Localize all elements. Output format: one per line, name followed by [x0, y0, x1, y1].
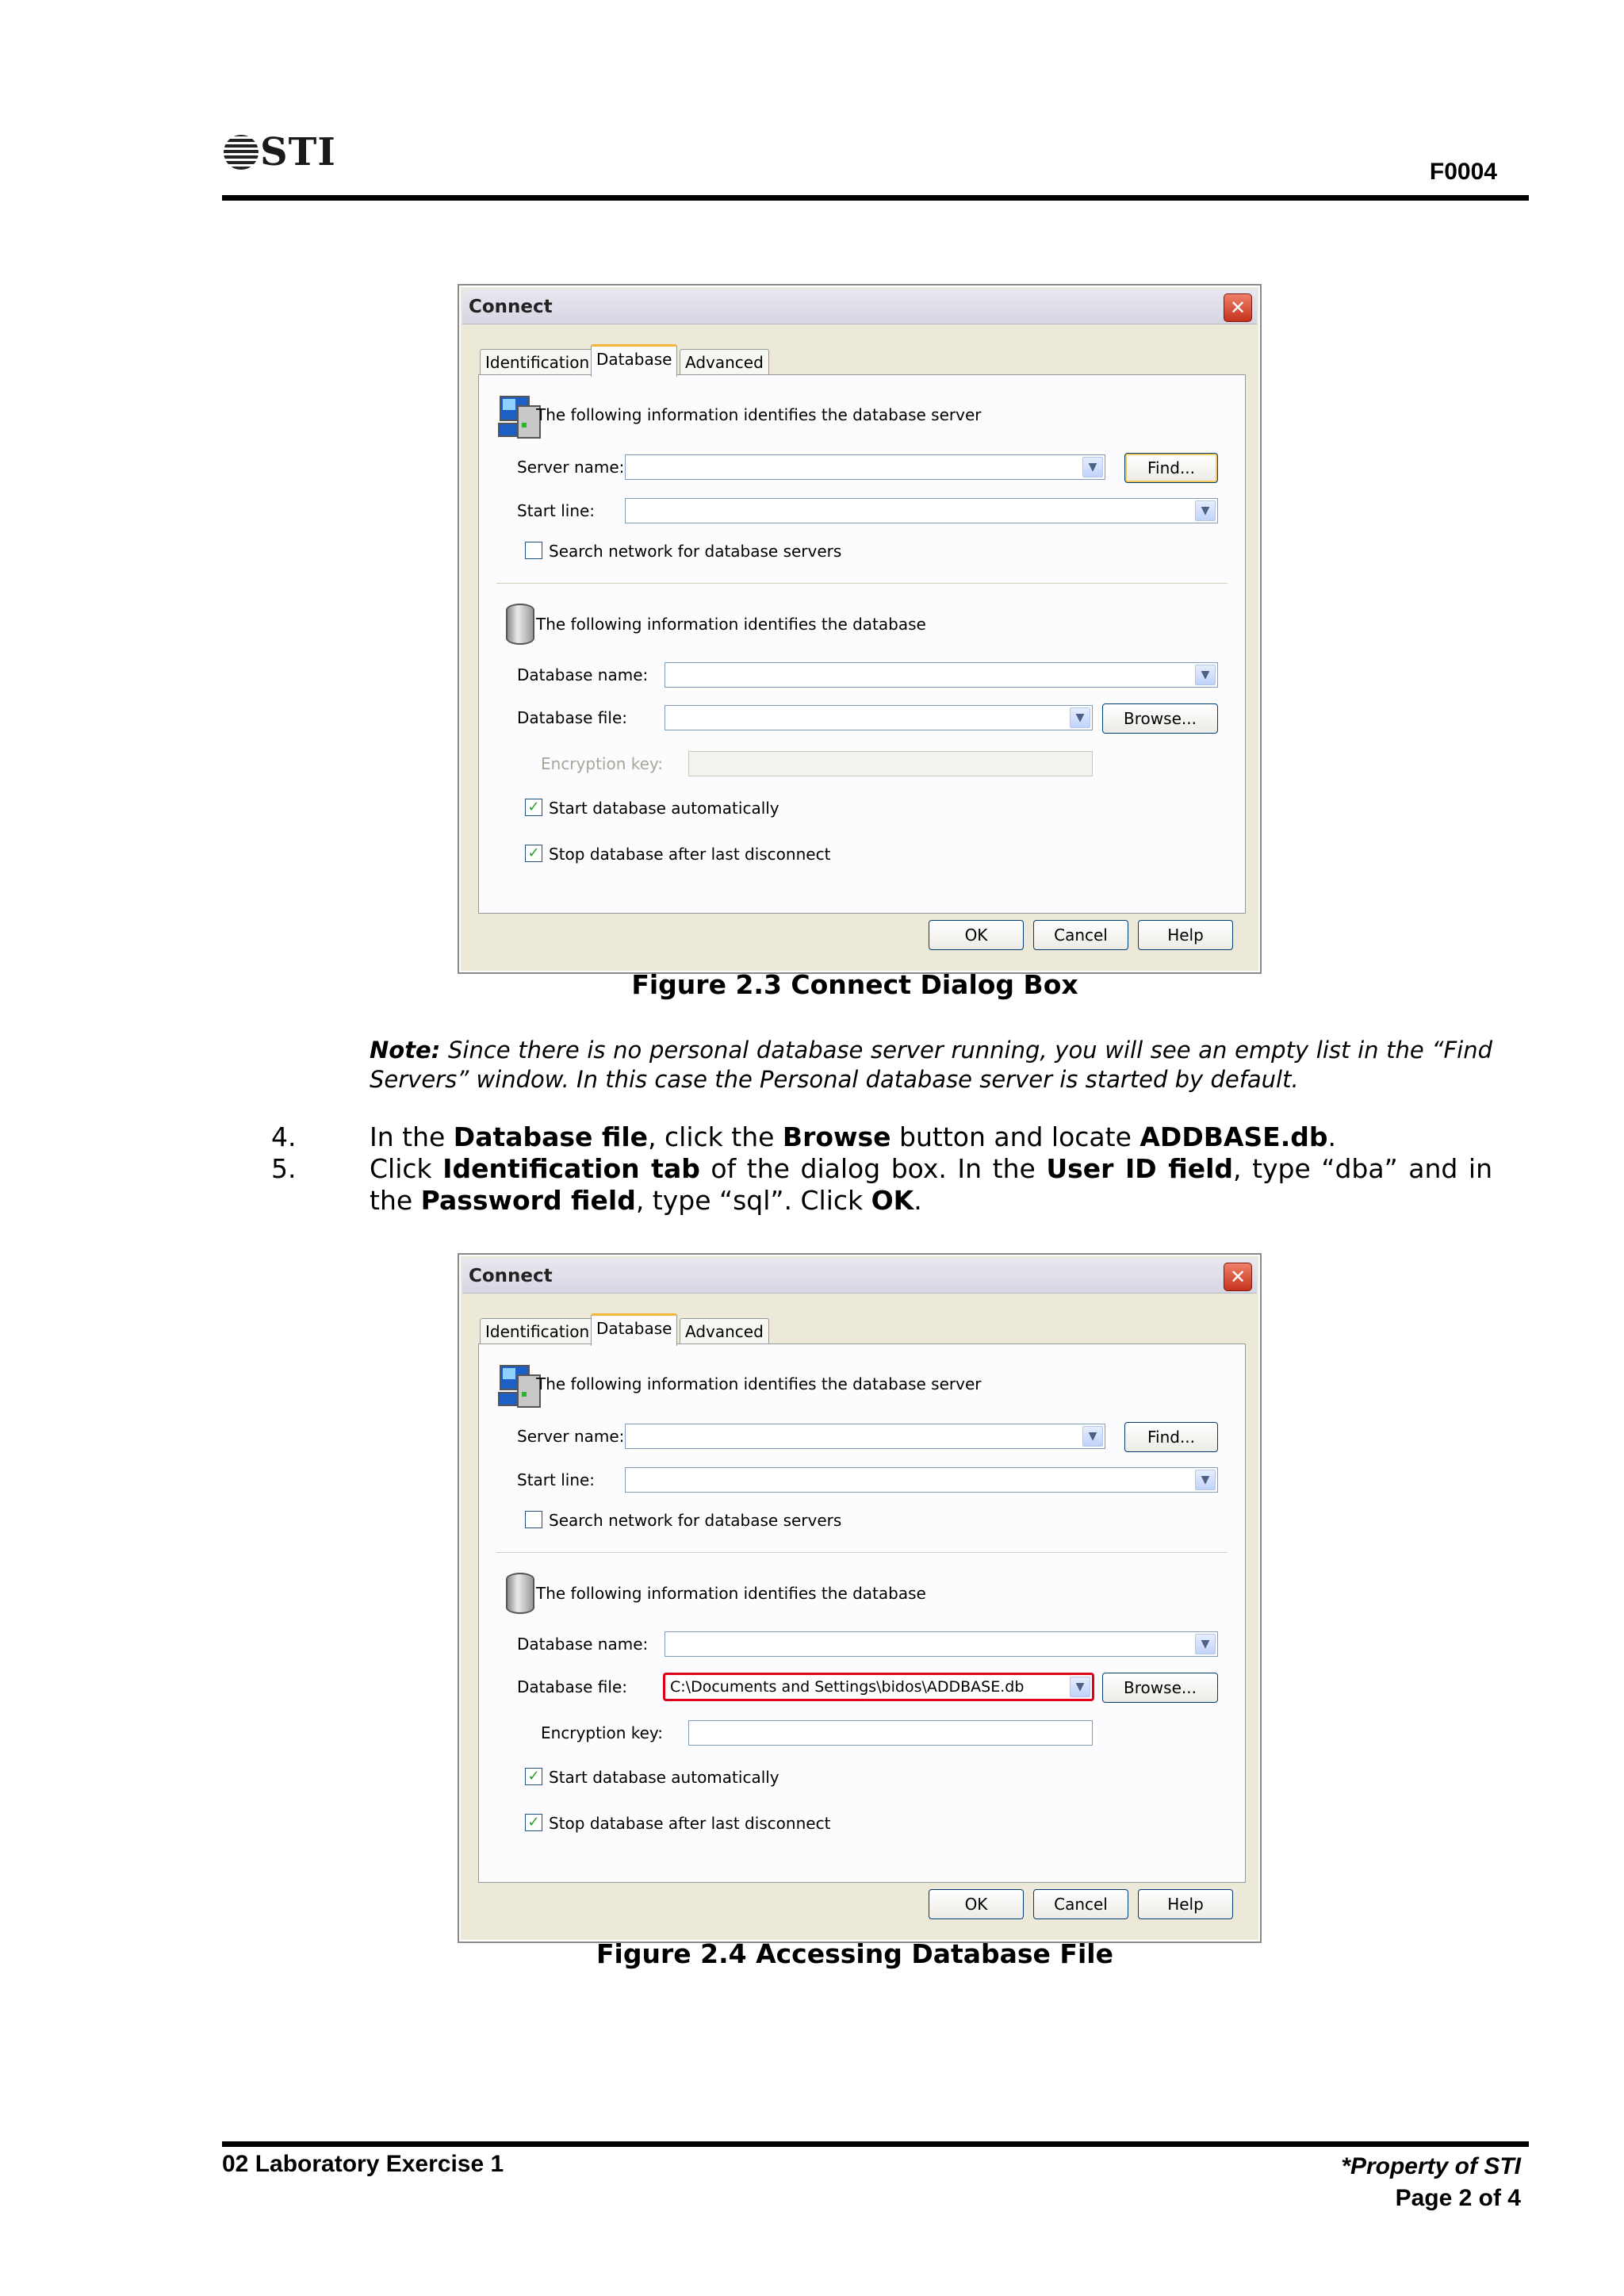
search-network-checkbox[interactable] — [525, 542, 542, 559]
server-name-label: Server name: — [517, 458, 625, 477]
database-file-label: Database file: — [517, 1677, 627, 1696]
start-line-label: Start line: — [517, 1470, 596, 1489]
start-automatically-label: Start database automatically — [549, 1768, 779, 1787]
stop-after-disconnect-label: Stop database after last disconnect — [549, 845, 831, 864]
section-divider — [496, 1552, 1228, 1553]
database-name-combobox[interactable] — [665, 1631, 1218, 1657]
stop-after-disconnect-label: Stop database after last disconnect — [549, 1814, 831, 1833]
chevron-down-icon[interactable]: ▼ — [1070, 1677, 1090, 1697]
chevron-down-icon[interactable]: ▼ — [1070, 707, 1090, 728]
tab-identification[interactable]: Identification — [480, 1318, 595, 1346]
connect-dialog-figure-1 — [458, 284, 1262, 974]
database-file-label: Database file: — [517, 708, 627, 727]
start-automatically-checkbox[interactable]: ✓ — [525, 1768, 542, 1785]
database-name-combobox[interactable] — [665, 662, 1218, 688]
start-automatically-checkbox[interactable]: ✓ — [525, 799, 542, 816]
tab-panel-database — [478, 1343, 1246, 1883]
server-name-combobox[interactable] — [625, 454, 1105, 480]
figure-2-3-caption: Figure 2.3 Connect Dialog Box — [631, 969, 1078, 1000]
dialog-titlebar[interactable] — [462, 1258, 1257, 1294]
tab-advanced[interactable]: Advanced — [680, 349, 769, 377]
encryption-key-field[interactable] — [688, 1720, 1093, 1746]
chevron-down-icon[interactable]: ▼ — [1195, 500, 1216, 521]
close-icon[interactable]: ✕ — [1224, 1263, 1252, 1291]
search-network-checkbox[interactable] — [525, 1511, 542, 1528]
footer-right — [1341, 2151, 1521, 2214]
cancel-button[interactable]: Cancel — [1033, 920, 1128, 950]
tab-advanced[interactable]: Advanced — [680, 1318, 769, 1346]
database-name-label: Database name: — [517, 1635, 649, 1654]
ok-button[interactable]: OK — [929, 920, 1024, 950]
chevron-down-icon[interactable]: ▼ — [1082, 1426, 1103, 1447]
chevron-down-icon[interactable]: ▼ — [1195, 1634, 1216, 1654]
close-icon[interactable]: ✕ — [1224, 293, 1252, 322]
encryption-key-label: Encryption key: — [541, 754, 664, 773]
header-rule — [222, 195, 1529, 201]
browse-button[interactable]: Browse... — [1102, 1673, 1218, 1703]
footer-page-number: Page 2 of 4 — [1395, 2185, 1521, 2211]
tab-database[interactable]: Database — [591, 344, 677, 377]
database-name-label: Database name: — [517, 665, 649, 684]
step-4-text: In the Database file, click the Browse button and locate ADDBASE.db. — [370, 1121, 1336, 1152]
database-file-combobox[interactable] — [665, 705, 1093, 730]
note-paragraph: Note: Since there is no personal database server running, you will see an empty list in the “Find Servers” window. In this case the Personal database server is started by default. — [370, 1037, 1492, 1093]
database-cylinder-icon — [506, 1573, 534, 1614]
server-name-combobox[interactable] — [625, 1424, 1105, 1449]
browse-button[interactable]: Browse... — [1102, 703, 1218, 734]
chevron-down-icon[interactable]: ▼ — [1082, 457, 1103, 477]
database-section-text: The following information identifies the database — [536, 1584, 926, 1603]
start-line-label: Start line: — [517, 501, 596, 520]
server-section-text: The following information identifies the database server — [536, 405, 982, 424]
figure-2-4-caption: Figure 2.4 Accessing Database File — [596, 1938, 1113, 1969]
start-line-combobox[interactable] — [625, 1467, 1218, 1493]
ok-button[interactable]: OK — [929, 1889, 1024, 1919]
database-file-combobox-highlighted[interactable]: C:\Documents and Settings\bidos\ADDBASE.db ▼ — [663, 1673, 1094, 1701]
step-number: 4. — [271, 1121, 297, 1152]
search-network-label: Search network for database servers — [549, 1511, 842, 1530]
cancel-button[interactable]: Cancel — [1033, 1889, 1128, 1919]
server-computer-icon — [496, 1363, 541, 1408]
find-button[interactable]: Find... — [1124, 453, 1218, 483]
tab-panel-database — [478, 374, 1246, 914]
connect-dialog-figure-2 — [458, 1253, 1262, 1943]
encryption-key-field — [688, 751, 1093, 776]
stop-after-disconnect-checkbox[interactable]: ✓ — [525, 1814, 542, 1831]
chevron-down-icon[interactable]: ▼ — [1195, 1470, 1216, 1490]
find-button[interactable]: Find... — [1124, 1422, 1218, 1452]
sti-logo: STI — [224, 130, 336, 174]
globe-icon — [224, 135, 259, 170]
dialog-title: Connect — [469, 1266, 553, 1286]
server-name-label: Server name: — [517, 1427, 625, 1446]
server-section-text: The following information identifies the database server — [536, 1374, 982, 1393]
footer-rule — [222, 2141, 1529, 2147]
tab-identification[interactable]: Identification — [480, 349, 595, 377]
server-computer-icon — [496, 394, 541, 439]
footer-property: *Property of STI — [1341, 2153, 1521, 2179]
stop-after-disconnect-checkbox[interactable]: ✓ — [525, 845, 542, 862]
search-network-label: Search network for database servers — [549, 542, 842, 561]
help-button[interactable]: Help — [1138, 920, 1233, 950]
database-section-text: The following information identifies the database — [536, 615, 926, 634]
tab-database[interactable]: Database — [591, 1313, 677, 1346]
section-divider — [496, 583, 1228, 584]
start-automatically-label: Start database automatically — [549, 799, 779, 818]
dialog-title: Connect — [469, 297, 553, 317]
step-number: 5. — [271, 1153, 297, 1184]
step-5-text: Click Identification tab of the dialog box. In the User ID field, type “dba” and in the Password field, type “sql”. Click OK. — [370, 1153, 1492, 1216]
dialog-titlebar[interactable] — [462, 289, 1257, 324]
chevron-down-icon[interactable]: ▼ — [1195, 665, 1216, 685]
start-line-combobox[interactable] — [625, 498, 1218, 523]
encryption-key-label: Encryption key: — [541, 1723, 664, 1742]
database-cylinder-icon — [506, 604, 534, 645]
footer-course-title: 02 Laboratory Exercise 1 — [222, 2151, 504, 2177]
help-button[interactable]: Help — [1138, 1889, 1233, 1919]
document-code: F0004 — [1429, 159, 1497, 185]
